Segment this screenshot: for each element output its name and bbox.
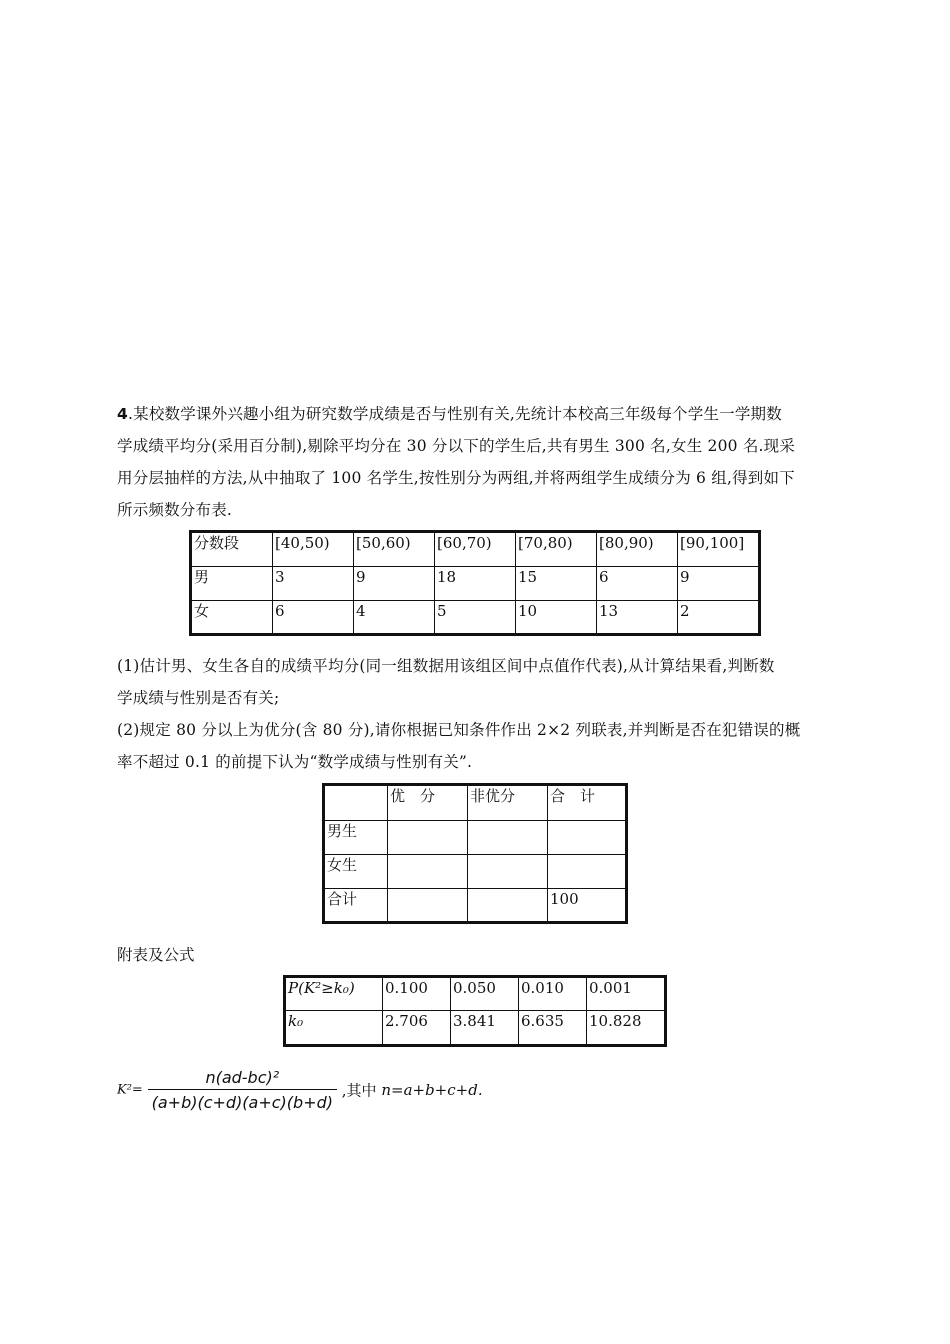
- table-cell: 2.706: [383, 1011, 451, 1046]
- table-cell: 女生: [324, 855, 388, 889]
- problem-stem: [117, 398, 837, 526]
- table-header-cell: [90,100]: [678, 532, 760, 567]
- question-1-line-1: (1)估计男、女生各自的成绩平均分(同一组数据用该组区间中点值作代表),从计算结果看,判断数: [117, 657, 775, 675]
- table-header-cell: [70,80): [516, 532, 597, 567]
- table-header-cell: k₀: [285, 1011, 383, 1046]
- table-cell: 3: [273, 567, 354, 601]
- table-cell: [548, 855, 627, 889]
- table-cell: [388, 855, 468, 889]
- table-cell: 6.635: [519, 1011, 587, 1046]
- appendix-title: 附表及公式: [117, 946, 195, 964]
- critical-value-table: [283, 975, 667, 1047]
- table-row: [191, 532, 760, 567]
- table-cell: 女: [191, 601, 273, 635]
- formula-condition: n=a+b+c+d.: [381, 1081, 483, 1099]
- table-cell: 6: [273, 601, 354, 635]
- frequency-table: [189, 530, 761, 636]
- table-cell: 13: [597, 601, 678, 635]
- table-header-cell: [60,70): [435, 532, 516, 567]
- table-cell: 10.828: [587, 1011, 666, 1046]
- table-row: [285, 977, 666, 1011]
- table-header-cell: 分数段: [191, 532, 273, 567]
- table-cell: 9: [678, 567, 760, 601]
- question-1-line-2: 学成绩与性别是否有关;: [117, 689, 280, 707]
- table-header-cell: [40,50): [273, 532, 354, 567]
- table-row: [191, 567, 760, 601]
- table-cell: 5: [435, 601, 516, 635]
- stem-line-4: 所示频数分布表.: [117, 501, 233, 519]
- table-row: [191, 601, 760, 635]
- table-cell: 18: [435, 567, 516, 601]
- table-cell: 0.001: [587, 977, 666, 1011]
- table-cell: 2: [678, 601, 760, 635]
- table-header-cell: [50,60): [354, 532, 435, 567]
- formula-lhs: K²=: [117, 1082, 143, 1098]
- table-header-cell: 优 分: [388, 785, 468, 821]
- table-row: [324, 855, 627, 889]
- table-cell: 男: [191, 567, 273, 601]
- stem-line-3: 用分层抽样的方法,从中抽取了 100 名学生,按性别分为两组,并将两组学生成绩分为 6 组,得到如下: [117, 469, 795, 487]
- table-cell: [468, 889, 548, 923]
- table-cell: 15: [516, 567, 597, 601]
- table-cell: 3.841: [451, 1011, 519, 1046]
- table-row: [324, 821, 627, 855]
- table-row: [324, 785, 627, 821]
- problem-number: 4: [117, 405, 128, 423]
- stem-line-1: 4.某校数学课外兴趣小组为研究数学成绩是否与性别有关,先统计本校高三年级每个学生一学期数: [117, 405, 782, 423]
- table-cell: 4: [354, 601, 435, 635]
- table-header-cell: P(K²≥k₀): [285, 977, 383, 1011]
- table-cell: 10: [516, 601, 597, 635]
- table-cell: 9: [354, 567, 435, 601]
- table-cell: [388, 821, 468, 855]
- table-header-cell: [324, 785, 388, 821]
- formula-suffix: ,其中: [341, 1081, 377, 1100]
- table-row: [285, 1011, 666, 1046]
- table-row: [324, 889, 627, 923]
- contingency-table: [322, 783, 628, 924]
- table-header-cell: [80,90): [597, 532, 678, 567]
- table-cell: 0.050: [451, 977, 519, 1011]
- formula-numerator: n(ad-bc)²: [205, 1068, 280, 1087]
- table-cell: 合计: [324, 889, 388, 923]
- table-cell: 100: [548, 889, 627, 923]
- chi-square-formula: [117, 1068, 483, 1112]
- question-2-line-2: 率不超过 0.1 的前提下认为“数学成绩与性别有关”.: [117, 753, 473, 771]
- formula-fraction: [148, 1068, 337, 1112]
- table-cell: 0.010: [519, 977, 587, 1011]
- stem-line-2: 学成绩平均分(采用百分制),剔除平均分在 30 分以下的学生后,共有男生 300 名,女生 200 名.现采: [117, 437, 796, 455]
- formula-denominator: (a+b)(c+d)(a+c)(b+d): [148, 1089, 337, 1112]
- table-cell: [388, 889, 468, 923]
- table-cell: 0.100: [383, 977, 451, 1011]
- table-cell: 男生: [324, 821, 388, 855]
- table-cell: [548, 821, 627, 855]
- questions: [117, 650, 837, 778]
- table-cell: 6: [597, 567, 678, 601]
- question-2-line-1: (2)规定 80 分以上为优分(含 80 分),请你根据已知条件作出 2×2 列联表,并判断是否在犯错误的概: [117, 721, 801, 739]
- table-header-cell: 合 计: [548, 785, 627, 821]
- table-cell: [468, 855, 548, 889]
- table-cell: [468, 821, 548, 855]
- table-header-cell: 非优分: [468, 785, 548, 821]
